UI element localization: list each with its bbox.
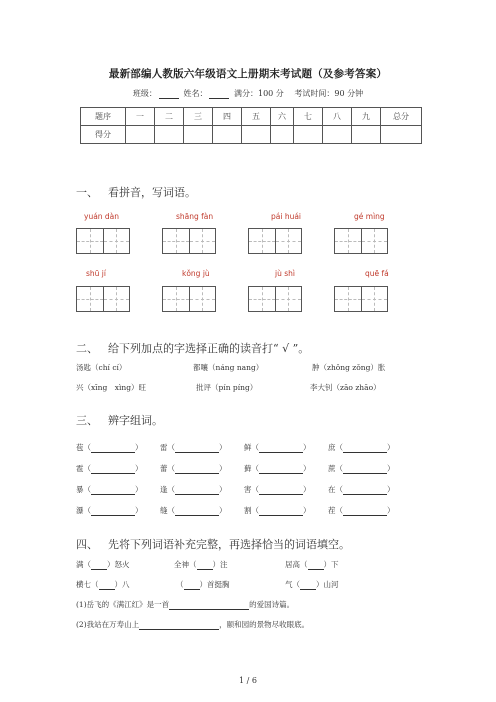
fill-sentence-1: (1)岳飞的《满江红》是一首 的爱国诗篇。 (76, 600, 295, 609)
writing-grid[interactable] (248, 286, 302, 312)
word-item: 雷（ ） (160, 443, 227, 452)
pinyin: shāng fàn (176, 212, 214, 221)
word-item: 割（ ） (244, 506, 311, 515)
pinyin: quē fá (365, 269, 389, 278)
score-header-cell: 四 (213, 108, 242, 126)
reading-item: 李大钊（zāo zhāo） (310, 383, 381, 392)
writing-grid[interactable] (76, 228, 130, 254)
idiom-item: 气（ ）山河 (285, 580, 339, 589)
writing-grid[interactable] (334, 286, 388, 312)
reading-item: 兴（xīng xìng）旺 (76, 383, 147, 392)
word-item: 逢（ ） (160, 485, 227, 494)
score-cell[interactable] (126, 126, 155, 144)
exam-time: 考试时间：90 分钟 (294, 89, 364, 98)
reading-item: 肿（zhǒng zǒng）胀 (312, 363, 386, 372)
score-cell[interactable] (381, 126, 422, 144)
score-cell[interactable] (294, 126, 323, 144)
idiom-item: 居高（ ）下 (285, 560, 339, 569)
score-header-cell: 总分 (381, 108, 422, 126)
score-row (81, 126, 422, 144)
idiom-item: 横七（ ）八 (76, 580, 130, 589)
name-field[interactable] (209, 90, 229, 99)
score-header-cell: 题序 (81, 108, 126, 126)
score-cell[interactable] (323, 126, 352, 144)
word-item: 缝（ ） (160, 506, 227, 515)
idiom-item: （ ）首挺胸 (176, 580, 230, 589)
page-title: 最新部编人教版六年级语文上册期末考试题（及参考答案） (108, 68, 388, 80)
section-number: 四、 (76, 538, 98, 551)
score-header-cell: 九 (352, 108, 381, 126)
exam-info (0, 88, 496, 99)
score-cell[interactable] (184, 126, 213, 144)
section-number: 三、 (76, 414, 98, 427)
writing-grid[interactable] (162, 286, 216, 312)
word-item: 雹（ ） (76, 464, 143, 473)
section-2-heading (76, 340, 309, 356)
pinyin: pái huái (271, 212, 302, 221)
section-title: 给下列加点的字选择正确的读音打“ √ ”。 (108, 342, 310, 355)
pinyin: shū jí (86, 269, 106, 278)
writing-grid[interactable] (334, 228, 388, 254)
score-header-cell: 八 (323, 108, 352, 126)
pinyin: jù shì (275, 269, 295, 278)
score-header-cell: 七 (294, 108, 323, 126)
score-cell[interactable] (155, 126, 184, 144)
word-item: 苞（ ） (76, 443, 143, 452)
section-3-heading (76, 412, 163, 428)
pinyin: gé mìng (354, 212, 385, 221)
reading-item: 都嚷（náng nang） (193, 363, 264, 372)
page-number: 1 / 6 (239, 676, 257, 685)
section-1-heading (76, 184, 196, 200)
writing-grid[interactable] (76, 286, 130, 312)
class-field[interactable] (159, 90, 179, 99)
word-item: 藓（ ） (244, 464, 311, 473)
reading-item: 批评（pín píng） (196, 383, 258, 392)
word-item: 庶（ ） (328, 443, 395, 452)
pinyin: kǒng jù (182, 269, 210, 278)
word-item: 暴（ ） (76, 485, 143, 494)
score-cell[interactable] (213, 126, 242, 144)
score-cell[interactable] (352, 126, 381, 144)
score-header-cell: 三 (184, 108, 213, 126)
word-item: 在（ ） (328, 485, 395, 494)
score-header-cell: 一 (126, 108, 155, 126)
word-item: 鲜（ ） (244, 443, 311, 452)
fill-sentence-2: (2)我站在万寿山上 ，颐和园的景物尽收眼底。 (76, 620, 310, 629)
section-title: 先将下列词语补充完整，再选择恰当的词语填空。 (108, 538, 350, 551)
score-header-cell: 五 (242, 108, 271, 126)
section-title: 看拼音，写词语。 (108, 186, 196, 199)
score-header-cell: 六 (271, 108, 294, 126)
section-number: 一、 (76, 186, 98, 199)
score-header-cell: 二 (155, 108, 184, 126)
score-cell[interactable] (242, 126, 271, 144)
score-cell[interactable] (271, 126, 294, 144)
score-table (80, 107, 422, 144)
score-header-row (81, 108, 422, 126)
fill-blank[interactable] (139, 621, 219, 630)
writing-grid[interactable] (162, 228, 216, 254)
fill-blank[interactable] (169, 601, 249, 610)
section-number: 二、 (76, 342, 98, 355)
section-4-heading (76, 536, 350, 552)
full-score: 满分：100 分 (234, 89, 284, 98)
idiom-item: 满（ ）怒火 (76, 560, 130, 569)
word-item: 蕾（ ） (160, 464, 227, 473)
section-title: 辨字组词。 (108, 414, 163, 427)
word-item: 瀑（ ） (76, 506, 143, 515)
word-item: 茬（ ） (328, 506, 395, 515)
word-item: 害（ ） (244, 485, 311, 494)
word-item: 蔗（ ） (328, 464, 395, 473)
writing-grid[interactable] (248, 228, 302, 254)
pinyin: yuán dàn (84, 212, 120, 221)
class-label: 班级： (132, 89, 157, 98)
score-row-label: 得分 (81, 126, 126, 144)
name-label: 姓名： (183, 89, 208, 98)
idiom-item: 全神（ ）注 (174, 560, 228, 569)
reading-item: 汤匙（chí cí） (76, 363, 127, 372)
